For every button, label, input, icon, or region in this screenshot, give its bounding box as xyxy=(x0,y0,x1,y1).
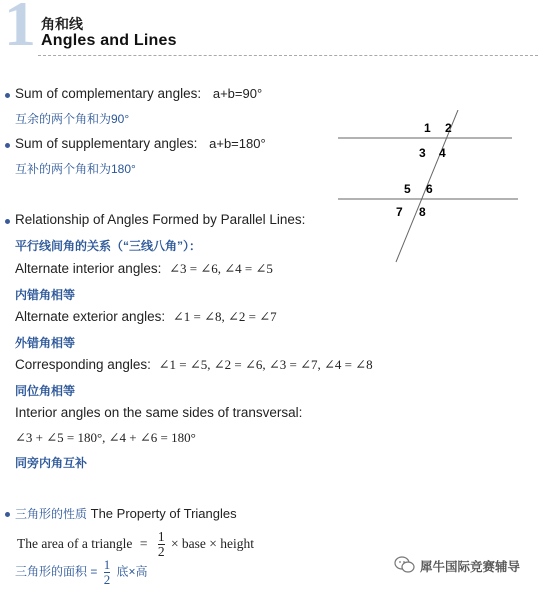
wechat-logo-icon xyxy=(394,555,416,575)
corresponding-row xyxy=(15,357,373,373)
watermark-text: 犀牛国际竞赛辅导 xyxy=(420,560,521,574)
parallel-lines-diagram xyxy=(330,110,530,270)
fraction-one-half xyxy=(158,530,165,559)
triangle-heading-cn: 三角形的性质 xyxy=(15,507,88,521)
bullet-icon xyxy=(5,93,10,98)
parallel-heading-cn: 平行线间角的关系（“三线八角”）： xyxy=(15,239,202,253)
triangle-area-formula xyxy=(17,530,254,559)
angle-label-5: 5 xyxy=(404,182,411,196)
corresponding-cn: 同位角相等 xyxy=(15,384,76,398)
interior-same-side-cn: 同旁内角互补 xyxy=(15,456,88,470)
area-lhs: The area of a triangle xyxy=(17,535,133,551)
triangle-area-cn xyxy=(15,558,148,586)
area-rhs: × base × height xyxy=(170,535,255,551)
angle-label-4: 4 xyxy=(439,146,446,160)
bullet-icon xyxy=(5,512,10,517)
bullet-icon xyxy=(5,219,10,224)
area-cn-rhs: 底×高 xyxy=(116,564,148,579)
fraction-numerator: 1 xyxy=(157,529,165,544)
triangle-heading-en: The Property of Triangles xyxy=(90,506,237,521)
fraction-numerator-cn: 1 xyxy=(103,557,111,572)
alternate-exterior-formula: ∠1 = ∠8, ∠2 = ∠7 xyxy=(172,309,277,324)
interior-same-side-label: Interior angles on the same sides of transversal: xyxy=(15,405,303,420)
alternate-interior-cn: 内错角相等 xyxy=(15,288,76,302)
section-title-cn: 角和线 xyxy=(41,16,83,32)
angle-label-7: 7 xyxy=(396,205,403,219)
alternate-exterior-cn: 外错角相等 xyxy=(15,336,76,350)
area-equals: = xyxy=(139,535,148,551)
complementary-label: Sum of complementary angles: xyxy=(15,86,202,101)
interior-same-side-formula: ∠3 + ∠5 = 180°, ∠4 + ∠6 = 180° xyxy=(15,430,196,445)
area-cn-lhs: 三角形的面积 = xyxy=(15,564,98,579)
triangle-heading xyxy=(15,505,237,522)
alternate-interior-row xyxy=(15,261,273,277)
fraction-denominator: 2 xyxy=(157,544,165,560)
parallel-heading: Relationship of Angles Formed by Parallel Lines: xyxy=(15,212,306,227)
alternate-interior-formula: ∠3 = ∠6, ∠4 = ∠5 xyxy=(169,261,273,276)
supplementary-label: Sum of supplementary angles: xyxy=(15,136,198,151)
angle-label-1: 1 xyxy=(424,121,431,135)
header-divider xyxy=(38,55,538,56)
alternate-interior-label: Alternate interior angles: xyxy=(15,261,162,276)
angle-label-6: 6 xyxy=(426,182,433,196)
supplementary-cn: 互补的两个角和为180° xyxy=(15,162,136,176)
section-number: 1 xyxy=(4,0,36,59)
angle-label-8: 8 xyxy=(419,205,426,219)
supplementary-row xyxy=(15,136,266,151)
supplementary-formula: a+b=180° xyxy=(209,136,266,151)
fraction-one-half-cn xyxy=(104,558,111,586)
angle-label-3: 3 xyxy=(419,146,426,160)
alternate-exterior-row xyxy=(15,309,277,325)
complementary-formula: a+b=90° xyxy=(212,86,263,101)
section-title-en: Angles and Lines xyxy=(41,32,177,49)
complementary-row xyxy=(15,86,262,101)
complementary-cn: 互余的两个角和为90° xyxy=(15,112,130,126)
bullet-icon xyxy=(5,143,10,148)
corresponding-label: Corresponding angles: xyxy=(15,357,151,372)
alternate-exterior-label: Alternate exterior angles: xyxy=(15,309,166,324)
angle-label-2: 2 xyxy=(445,121,452,135)
fraction-denominator-cn: 2 xyxy=(103,571,111,587)
corresponding-formula: ∠1 = ∠5, ∠2 = ∠6, ∠3 = ∠7, ∠4 = ∠8 xyxy=(158,357,373,372)
